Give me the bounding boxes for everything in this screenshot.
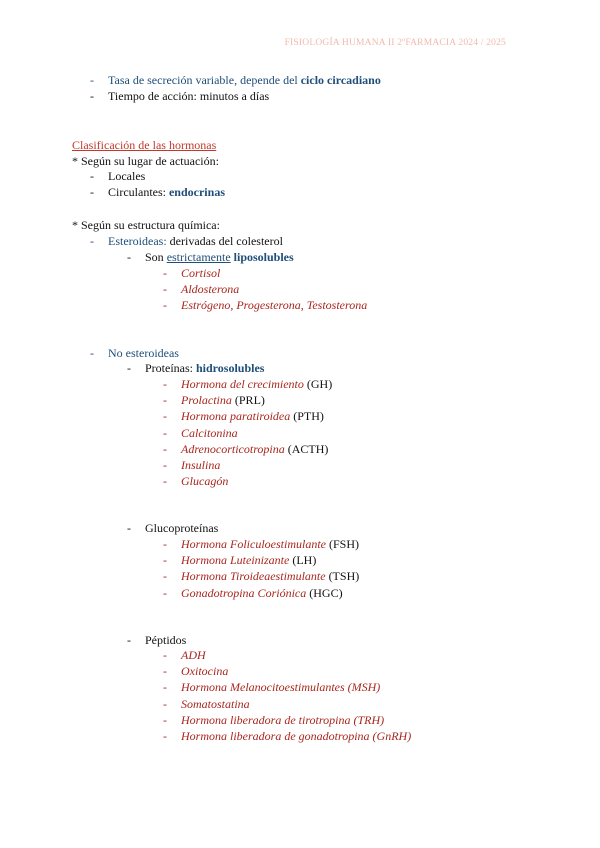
bullet-dash: -: [163, 298, 167, 312]
hormone-item: [181, 282, 239, 296]
hormone-name: Glucagón: [181, 474, 229, 489]
hormone-item: [181, 474, 228, 488]
hormone-item: [181, 569, 359, 583]
bullet-dash: -: [90, 234, 94, 248]
list-item-underline: estrictamente: [166, 250, 231, 264]
bullet-dash: -: [163, 553, 167, 568]
list-item-text: Circulantes:: [108, 185, 169, 199]
hormone-abbr: (FSH): [325, 537, 359, 551]
hormone-name: Gonadotropina Coriónica: [181, 585, 307, 600]
hormone-name: Prolactina: [181, 393, 232, 408]
bullet-dash: -: [90, 346, 94, 360]
bullet-dash: -: [163, 712, 167, 727]
hormone-name: Estrógeno, Progesterona, Testosterona: [181, 298, 368, 312]
hormone-name: Hormona Luteinizante: [181, 553, 290, 568]
hormone-name: Hormona del crecimiento: [181, 377, 304, 391]
bullet-dash: -: [127, 250, 131, 264]
hormone-item: [181, 713, 384, 727]
hormone-name: Adrenocorticotropina: [181, 441, 285, 456]
hormone-item: [181, 729, 411, 743]
bullet-dash: -: [90, 89, 94, 103]
hormone-abbr: (HGC): [306, 585, 343, 600]
list-item-peptides: Péptidos: [145, 633, 187, 647]
steroid-label: Esteroideas:: [108, 234, 167, 248]
hormone-item: [181, 298, 367, 312]
list-item-bold: hidrosolubles: [196, 361, 265, 375]
bullet-dash: -: [90, 73, 94, 87]
hormone-name: Cortisol: [181, 266, 221, 280]
list-item-glyco: Glucoproteínas: [145, 521, 219, 535]
bullet-dash: -: [163, 664, 167, 679]
list-item-steroids: [108, 234, 283, 248]
hormone-name: Somatostatina: [181, 696, 250, 711]
bullet-dash: -: [163, 393, 167, 408]
hormone-name: Insulina: [181, 458, 221, 472]
list-item: Tiempo de acción: minutos a días: [108, 89, 270, 103]
bullet-dash: -: [163, 474, 167, 489]
list-item: [108, 73, 381, 87]
hormone-abbr: (PTH): [290, 409, 324, 424]
hormone-item: [181, 409, 324, 423]
list-item-bold: endocrinas: [168, 185, 225, 199]
hormone-item: [181, 537, 359, 551]
bullet-dash: -: [163, 585, 167, 600]
hormone-item: [181, 586, 343, 600]
steroid-desc: derivadas del colesterol: [166, 234, 283, 248]
list-item: [145, 250, 294, 264]
bullet-dash: -: [163, 648, 167, 662]
bullet-dash: -: [163, 696, 167, 711]
section-title: Clasificación de las hormonas: [72, 138, 217, 152]
bullet-dash: -: [163, 266, 167, 280]
bullet-dash: -: [163, 425, 167, 440]
list-item-proteins: [145, 361, 264, 375]
subsection-structure: [72, 218, 220, 232]
bullet-dash: -: [163, 282, 167, 296]
hormone-abbr: (TSH): [325, 569, 360, 584]
hormone-name: Aldosterona: [181, 282, 240, 296]
bullet-dash: -: [127, 521, 131, 535]
bullet-dash: -: [127, 361, 131, 375]
bullet-dash: -: [163, 569, 167, 584]
hormone-abbr: (GH): [303, 377, 333, 391]
bullet-dash: -: [163, 409, 167, 424]
hormone-item: [181, 458, 220, 472]
subsection-title: Según su lugar de actuación:: [81, 154, 219, 168]
list-item-text: Tasa de secreción variable, depende del: [108, 73, 301, 87]
hormone-item: [181, 697, 250, 711]
hormone-item: [181, 266, 220, 280]
bullet-dash: -: [127, 633, 131, 647]
hormone-name: Hormona Melanocitoestimulantes (MSH): [181, 680, 381, 695]
list-item: [108, 185, 225, 199]
hormone-item: [181, 426, 238, 440]
hormone-name: Hormona Tiroideaestimulante: [181, 569, 326, 584]
hormone-item: [181, 680, 380, 694]
list-item-text: Son: [145, 250, 167, 264]
hormone-item: [181, 664, 228, 678]
hormone-abbr: (PRL): [231, 393, 265, 408]
bullet-dash: -: [163, 729, 167, 743]
subsection-location: [72, 154, 219, 168]
bullet-dash: -: [163, 377, 167, 391]
hormone-item: [181, 393, 265, 407]
hormone-name: ADH: [181, 648, 206, 662]
hormone-item: [181, 648, 206, 662]
list-item-bold: liposolubles: [233, 250, 294, 264]
hormone-abbr: (ACTH): [284, 441, 329, 456]
hormone-abbr: (LH): [289, 553, 317, 568]
hormone-name: Calcitonina: [181, 425, 238, 440]
document-header: FISIOLOGÍA HUMANA II 2ºFARMACIA 2024 / 2025: [284, 38, 506, 48]
hormone-item: [181, 553, 316, 567]
list-item-non-steroids: No esteroideas: [108, 346, 179, 360]
bullet-dash: -: [163, 537, 167, 551]
hormone-item: [181, 442, 328, 456]
list-item-bold: ciclo circadiano: [300, 73, 381, 87]
bullet-dash: -: [90, 169, 94, 183]
list-item-text: Proteínas:: [145, 361, 196, 375]
list-item: Locales: [108, 169, 146, 183]
hormone-name: Hormona liberadora de gonadotropina (GnRH): [181, 729, 412, 743]
bullet-dash: -: [163, 441, 167, 456]
subsection-title: Según su estructura química:: [81, 218, 220, 232]
hormone-name: Hormona paratiroidea: [181, 409, 291, 424]
bullet-star: *: [72, 154, 78, 168]
bullet-dash: -: [90, 185, 94, 199]
bullet-dash: -: [163, 458, 167, 472]
hormone-name: Oxitocina: [181, 664, 229, 679]
bullet-star: *: [72, 218, 78, 232]
hormone-name: Hormona Foliculoestimulante: [181, 537, 326, 551]
bullet-dash: -: [163, 680, 167, 695]
hormone-item: [181, 377, 332, 391]
hormone-name: Hormona liberadora de tirotropina (TRH): [181, 712, 385, 727]
